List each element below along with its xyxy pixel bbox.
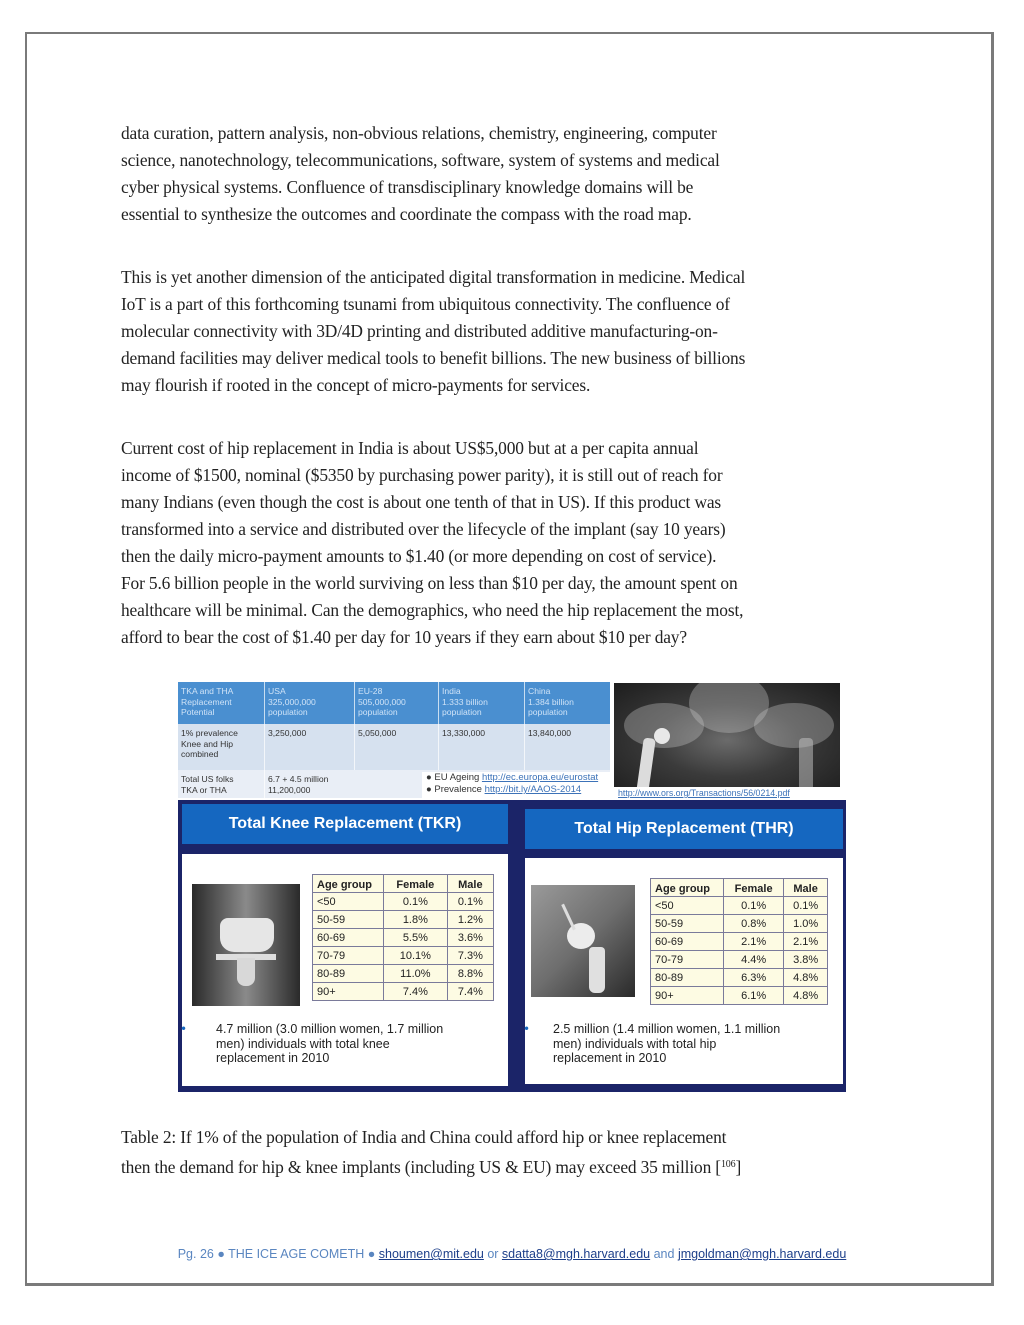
- table-row: <50 0.1% 0.1%: [313, 893, 494, 911]
- text-line: many Indians (even though the cost is about one tenth of that in US). If this product was: [121, 492, 722, 512]
- tkr-title: Total Knee Replacement (TKR): [182, 804, 508, 844]
- column-header: Female: [724, 879, 784, 897]
- ors-transactions-link[interactable]: http://www.ors.org/Transactions/56/0214.pdf: [618, 788, 790, 798]
- table-row: 90+ 7.4% 7.4%: [313, 983, 494, 1001]
- prevalence-row: [178, 724, 610, 770]
- text-line: may flourish if rooted in the concept of micro-payments for services.: [121, 375, 591, 395]
- bullet-icon: •: [523, 1022, 531, 1036]
- caption-line: Table 2: If 1% of the population of India and China could afford hip or knee replacement: [121, 1127, 727, 1147]
- hip-xray-image: [531, 885, 635, 997]
- table-row: 50-59 0.8% 1.0%: [651, 915, 828, 933]
- population-table: [178, 680, 610, 800]
- row-label: Total US folks TKA or THA: [181, 774, 234, 795]
- text-line: data curation, pattern analysis, non-obvious relations, chemistry, engineering, computer: [121, 123, 717, 143]
- population-table-header: [178, 682, 610, 724]
- text-line: This is yet another dimension of the anticipated digital transformation in medicine. Medical: [121, 267, 746, 287]
- tkr-note: 4.7 million (3.0 million women, 1.7 million men) individuals with total knee replacement in 2010: [216, 1022, 444, 1065]
- eurostat-link[interactable]: http://ec.europa.eu/eurostat: [481, 772, 599, 783]
- text-line: income of $1500, nominal ($5350 by purchasing power parity), it is still out of reach for: [121, 465, 723, 485]
- knee-xray-image: [192, 884, 300, 1006]
- page-footer: Pg. 26 ● THE ICE AGE COMETH ● shoumen@mit.edu or sdatta8@mgh.harvard.edu and jmgoldman@mgh.harvard.edu: [177, 1247, 847, 1261]
- tkr-panel: [182, 854, 508, 1086]
- email-link-sdatta[interactable]: sdatta8@mgh.harvard.edu: [501, 1247, 651, 1261]
- paragraph-3: [121, 435, 911, 651]
- column-header: Male: [447, 875, 493, 893]
- column-header: Male: [784, 879, 828, 897]
- text-line: healthcare will be minimal. Can the demographics, who need the hip replacement the most,: [121, 600, 744, 620]
- cell-usa-total: 6.7 + 4.5 million 11,200,000: [268, 774, 329, 795]
- thr-title: Total Hip Replacement (THR): [525, 809, 843, 849]
- table-caption: [121, 1124, 741, 1181]
- cell-china: 13,840,000: [528, 728, 572, 738]
- table-row: 50-59 1.8% 1.2%: [313, 911, 494, 929]
- header-cell-usa: USA 325,000,000 population: [268, 686, 316, 717]
- header-cell-india: India 1.333 billion population: [442, 686, 488, 717]
- caption-line: then the demand for hip & knee implants (including US & EU) may exceed 35 million [$^{106}$]: [121, 1157, 742, 1177]
- table-row: 80-89 6.3% 4.8%: [651, 969, 828, 987]
- column-header: Age group: [651, 879, 724, 897]
- thr-note: 2.5 million (1.4 million women, 1.1 million men) individuals with total hip replacement in 2010: [553, 1022, 781, 1065]
- table-row: 90+ 6.1% 4.8%: [651, 987, 828, 1005]
- paragraph-2: [121, 264, 911, 399]
- table-row: 80-89 11.0% 8.8%: [313, 965, 494, 983]
- header-cell-china: China 1.384 billion population: [528, 686, 574, 717]
- paragraph-1: [121, 120, 911, 228]
- reference-prevalence: ● Prevalence http://bit.ly/AAOS-2014: [426, 784, 582, 795]
- cell-india: 13,330,000: [442, 728, 486, 738]
- table-row: <50 0.1% 0.1%: [651, 897, 828, 915]
- text-line: IoT is a part of this forthcoming tsunami from ubiquitous connectivity. The confluence of: [121, 294, 730, 314]
- implant-demand-figure: [178, 680, 846, 1092]
- table-row: 60-69 2.1% 2.1%: [651, 933, 828, 951]
- column-header: Female: [384, 875, 448, 893]
- row-label: 1% prevalence Knee and Hip combined: [181, 728, 238, 759]
- reference-list: [422, 772, 615, 798]
- email-link-jmgoldman[interactable]: jmgoldman@mgh.harvard.edu: [677, 1247, 847, 1261]
- text-line: For 5.6 billion people in the world surviving on less than $10 per day, the amount spent on: [121, 573, 738, 593]
- table-row: 70-79 4.4% 3.8%: [651, 951, 828, 969]
- thr-panel: [525, 858, 843, 1084]
- footer-page-label: Pg. 26 ● THE ICE AGE COMETH ●: [177, 1247, 379, 1261]
- text-line: cyber physical systems. Confluence of transdisciplinary knowledge domains will be: [121, 177, 694, 197]
- tkr-table: [312, 874, 494, 1001]
- bullet-icon: •: [180, 1022, 188, 1036]
- reference-eu-ageing: ● EU Ageing http://ec.europa.eu/eurostat: [426, 772, 599, 783]
- citation-reference[interactable]: 106: [720, 1159, 736, 1170]
- cell-eu: 5,050,000: [358, 728, 397, 738]
- replacement-panels: [178, 800, 846, 1092]
- text-line: then the daily micro-payment amounts to $1.40 (or more depending on cost of service).: [121, 546, 717, 566]
- thr-table: [650, 878, 828, 1005]
- text-line: essential to synthesize the outcomes and coordinate the compass with the road map.: [121, 204, 692, 224]
- text-line: demand facilities may deliver medical tools to benefit billions. The new business of billions: [121, 348, 746, 368]
- cell-usa: 3,250,000: [268, 728, 307, 738]
- column-header: Age group: [313, 875, 384, 893]
- text-line: science, nanotechnology, telecommunications, software, system of systems and medical: [121, 150, 720, 170]
- table-row: 60-69 5.5% 3.6%: [313, 929, 494, 947]
- text-line: transformed into a service and distributed over the lifecycle of the implant (say 10 years): [121, 519, 726, 539]
- text-line: afford to bear the cost of $1.40 per day for 10 years if they earn about $10 per day?: [121, 627, 687, 647]
- email-link-shoumen[interactable]: shoumen@mit.edu: [378, 1247, 484, 1261]
- table-row: 70-79 10.1% 7.3%: [313, 947, 494, 965]
- text-line: molecular connectivity with 3D/4D printing and distributed additive manufacturing-on-: [121, 321, 718, 341]
- text-line: Current cost of hip replacement in India is about US$5,000 but at a per capita annual: [121, 438, 699, 458]
- pelvis-xray-image: [614, 683, 840, 787]
- header-cell: TKA and THA Replacement Potential: [181, 686, 234, 717]
- header-cell-eu: EU-28 505,000,000 population: [358, 686, 406, 717]
- aaos-link[interactable]: http://bit.ly/AAOS-2014: [484, 784, 582, 795]
